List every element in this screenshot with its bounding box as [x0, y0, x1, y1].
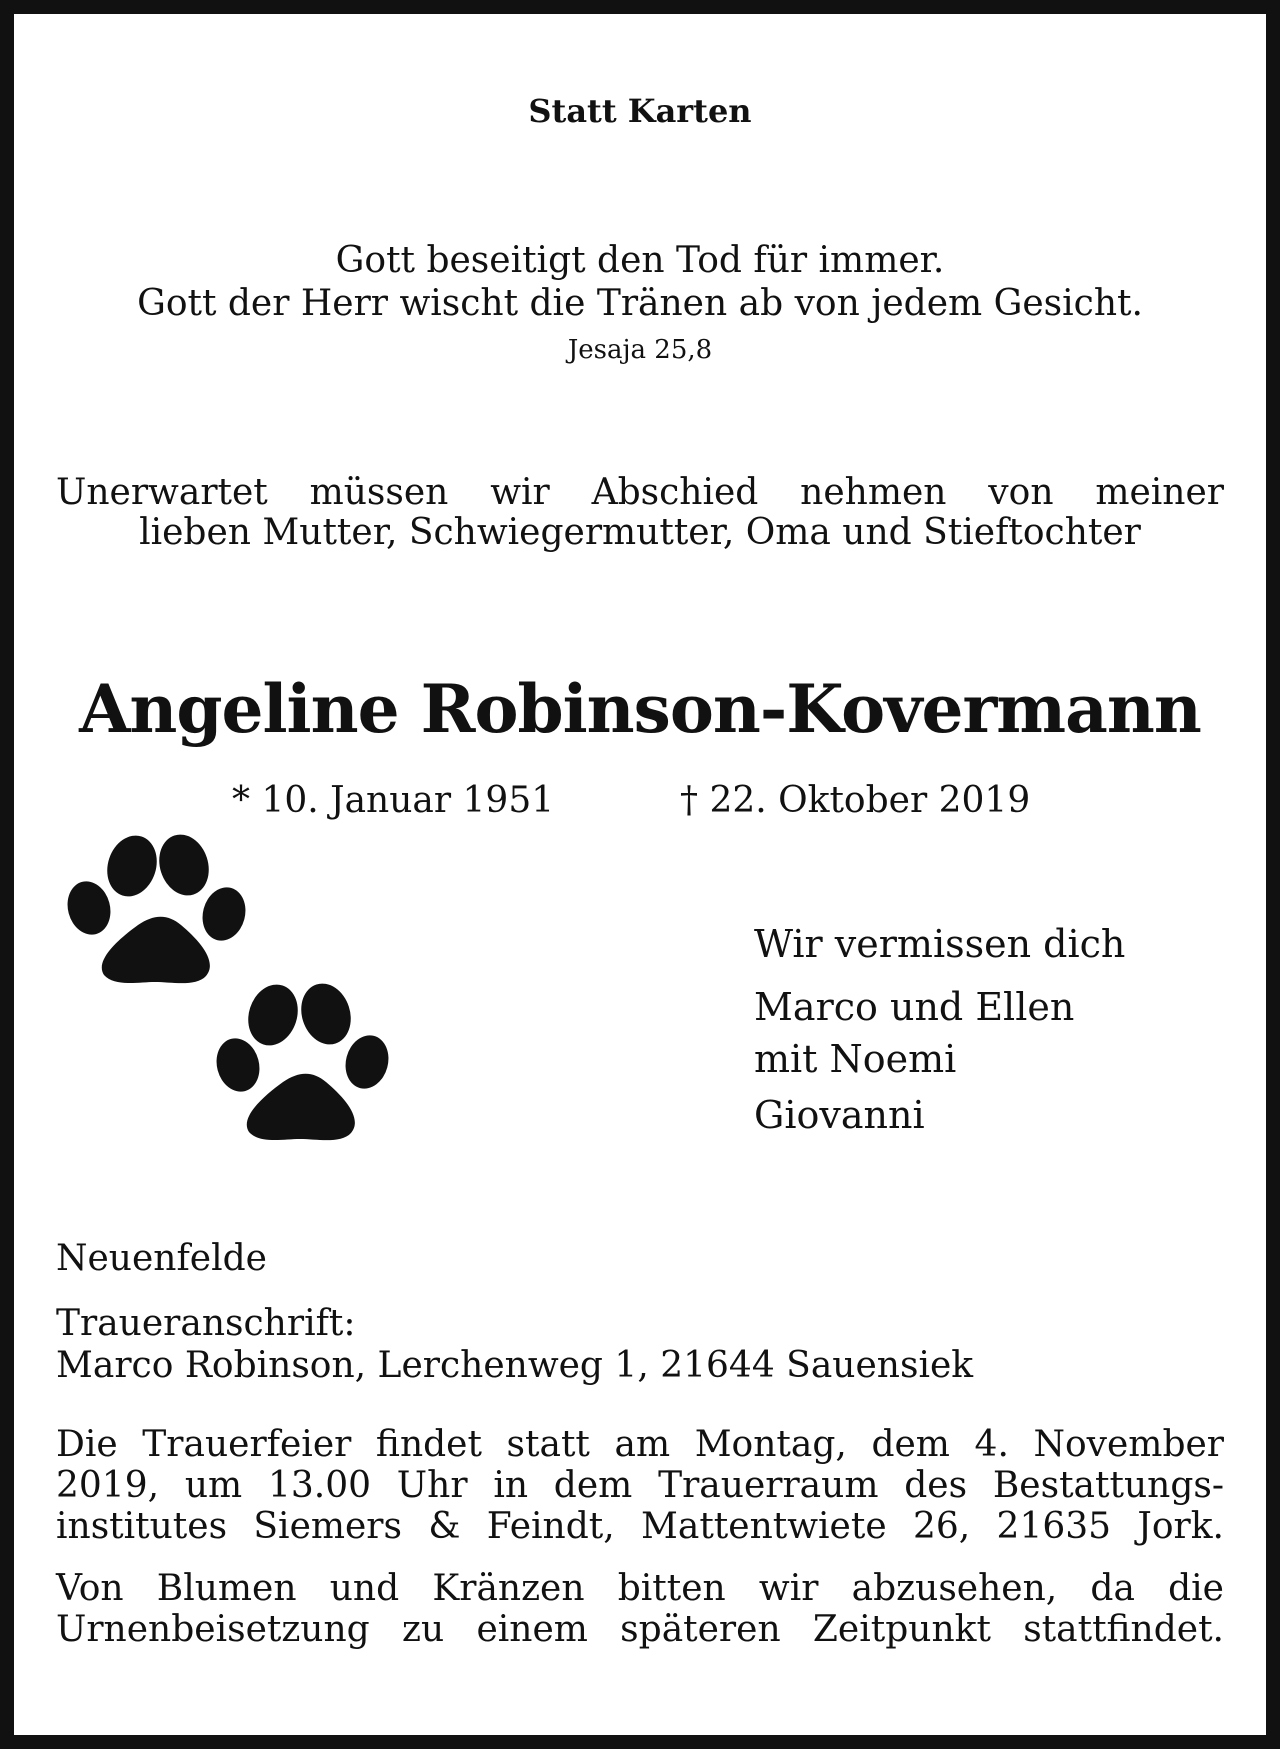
mourner-name: Giovanni	[754, 1093, 925, 1137]
verse-source: Jesaja 25,8	[567, 335, 713, 365]
verse-line-1: Gott beseitigt den Tod für immer.	[335, 240, 945, 281]
location-text: Neuenfelde	[56, 1238, 267, 1279]
ceremony-line-2: 2019, um 13.00 Uhr in dem Trauerraum des Bestattungs-	[56, 1465, 1224, 1506]
paw-print-icon	[62, 830, 252, 983]
death-date: † 22. Oktober 2019	[680, 780, 1031, 821]
address-text: Marco Robinson, Lerchenweg 1, 21644 Sauensiek	[56, 1345, 974, 1386]
birth-date: * 10. Januar 1951	[232, 780, 555, 821]
paw-prints-icon	[60, 830, 400, 1150]
notice-heading: Statt Karten	[528, 92, 752, 130]
verse-line-2: Gott der Herr wischt die Tränen ab von jedem Gesicht.	[137, 283, 1143, 324]
intro-line-1: Unerwartet müssen wir Abschied nehmen von meiner	[56, 472, 1224, 513]
intro-line-2: lieben Mutter, Schwiegermutter, Oma und Stieftochter	[139, 512, 1141, 553]
deceased-name: Angeline Robinson-Kovermann	[79, 670, 1201, 748]
ceremony-line-3: institutes Siemers & Feindt, Mattentwiete 26, 21635 Jork.	[56, 1506, 1224, 1547]
flowers-line-1: Von Blumen und Kränzen bitten wir abzusehen, da die	[56, 1568, 1224, 1609]
mourner-name: mit Noemi	[754, 1037, 957, 1081]
address-label: Traueranschrift:	[56, 1303, 356, 1344]
flowers-line-2: Urnenbeisetzung zu einem späteren Zeitpunkt stattfindet.	[56, 1609, 1224, 1650]
paw-print-icon	[211, 977, 395, 1140]
mourners-message: Wir vermissen dich	[754, 922, 1126, 966]
ceremony-line-1: Die Trauerfeier findet statt am Montag, dem 4. November	[56, 1424, 1224, 1465]
mourner-name: Marco und Ellen	[754, 985, 1075, 1029]
